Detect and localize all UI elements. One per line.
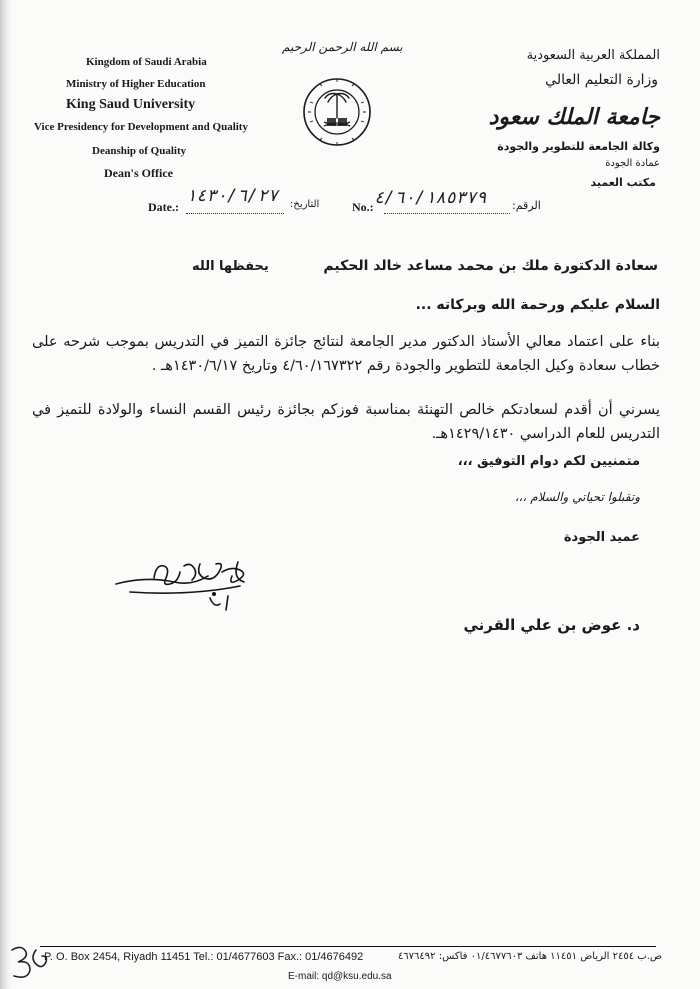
signatory-name: د. عوض بن علي القرني: [463, 616, 640, 634]
date-label-en: Date.:: [148, 200, 179, 214]
header-en-university: King Saud University: [66, 97, 196, 112]
number-label-ar: الرقم:: [512, 199, 541, 212]
header-ar-deanship: عمادة الجودة: [605, 158, 660, 169]
footer-divider: [40, 946, 656, 947]
number-value: ٤/٦٠/١٨٥٣٧٩: [374, 188, 487, 208]
header-ar-ministry: وزارة التعليم العالي: [545, 72, 658, 88]
closing-2: وتقبلوا تحياتي والسلام ،،،: [514, 490, 640, 504]
basmala: بسم الله الرحمن الرحيم: [282, 40, 403, 54]
header-en-deanship: Deanship of Quality: [92, 145, 187, 157]
header-en-vice-presidency: Vice Presidency for Development and Quality: [34, 121, 248, 133]
footer-email: E-mail: qd@ksu.edu.sa: [288, 971, 392, 982]
closing-1: متمنيين لكم دوام التوفيق ،،،: [457, 454, 640, 469]
header-en-kingdom: Kingdom of Saudi Arabia: [86, 56, 207, 68]
date-value: ١٤٣٠/٦/٢٧: [186, 186, 279, 206]
greeting: السلام عليكم ورحمة الله وبركاته ...: [415, 297, 660, 313]
header-ar-university: جامعة الملك سعود: [488, 104, 660, 130]
footer-address-en: P. O. Box 2454, Riyadh 11451 Tel.: 01/4677603 Fax.: 01/4676492: [44, 951, 364, 963]
signatory-title: عميد الجودة: [563, 530, 640, 545]
scan-edge-shadow: [0, 0, 14, 989]
header-en-ministry: Ministry of Higher Education: [66, 78, 206, 90]
header-en-office: Dean's Office: [104, 166, 173, 180]
paragraph-2: يسرني أن أقدم لسعادتكم خالص التهنئة بمناسبة فوزكم بجائزة رئيس القسم النساء والولادة للتميز في التدريس للعام الدراسي ١٤٢٩/١٤٣٠هـ.: [32, 402, 660, 442]
honorific: يحفظها الله: [192, 259, 269, 274]
ksu-logo-icon: [300, 72, 374, 158]
recipient: سعادة الدكتورة ملك بن محمد مساعد خالد الحكيم: [323, 258, 658, 274]
signature-icon: [110, 548, 270, 620]
date-label-ar: التاريخ:: [290, 199, 320, 210]
header-ar-office: مكتب العميد: [590, 176, 656, 189]
paragraph-1: بناء على اعتماد معالي الأستاذ الدكتور مدير الجامعة لنتائج جائزة التميز في التدريس بموجب شرحه على خطاب سعادة وكيل الجامعة للتطوير والجودة رقم ٤/٦٠/١٦٧٣٢٢ وتاريخ ١٤٣٠/٦/١٧هـ .: [32, 334, 660, 374]
header-ar-kingdom: المملكة العربية السعودية: [526, 48, 660, 63]
number-label-en: No.:: [352, 200, 374, 214]
header-ar-vice-presidency: وكالة الجامعة للتطوير والجودة: [497, 140, 660, 153]
footer-address-ar: ص.ب ٢٤٥٤ الرياض ١١٤٥١ هاتف ٠١/٤٦٧٧٦٠٣ فاكس: ٤٦٧٦٤٩٢: [397, 951, 662, 962]
